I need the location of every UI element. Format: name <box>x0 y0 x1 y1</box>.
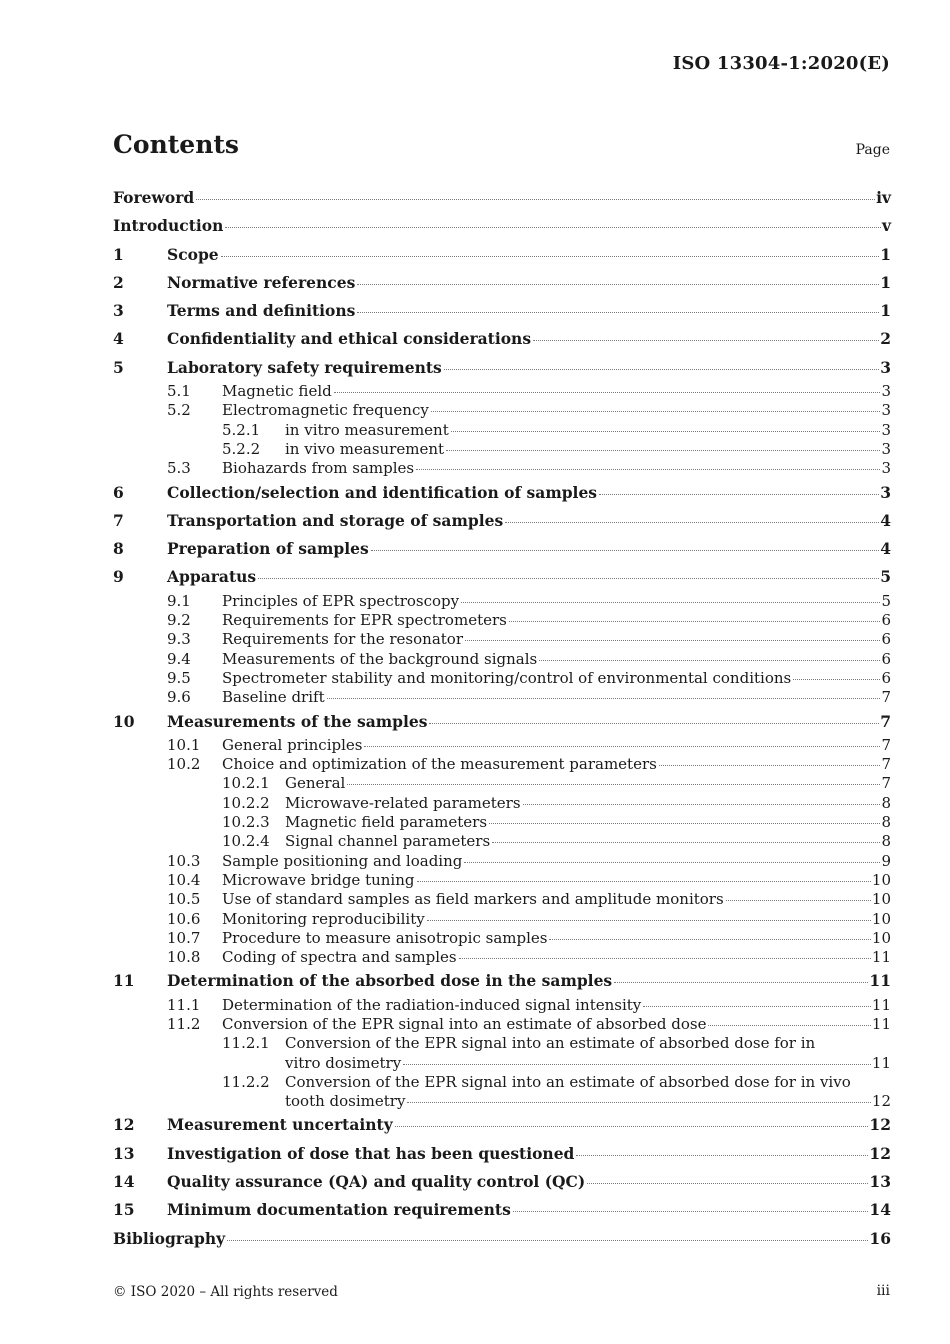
toc-title: Determination of the absorbed dose in the samples <box>167 971 613 991</box>
toc-number: 9.5 <box>167 668 191 687</box>
dot-leader <box>258 577 879 579</box>
toc-title-line2: tooth dosimetry <box>285 1092 406 1111</box>
toc-number: 1 <box>113 244 124 264</box>
toc-entry-5[interactable] <box>113 354 891 382</box>
toc-page: 4 <box>880 510 891 530</box>
toc-number: 5.3 <box>167 459 191 478</box>
toc-number: 11.2.2 <box>222 1072 270 1091</box>
toc-entry-9-6[interactable] <box>113 688 891 707</box>
toc-title: Apparatus <box>167 567 257 587</box>
toc-entry-10-2-2[interactable] <box>113 794 891 813</box>
toc-number: 5.2 <box>167 401 191 420</box>
dot-leader <box>614 981 868 983</box>
toc-entry-13[interactable] <box>113 1140 891 1168</box>
toc-number: 10.7 <box>167 928 201 947</box>
toc-title: Transportation and storage of samples <box>167 510 504 530</box>
toc-number: 4 <box>113 329 124 349</box>
dot-leader <box>395 1125 869 1127</box>
toc-title: Terms and definitions <box>167 301 356 321</box>
dot-leader <box>708 1024 870 1026</box>
toc-title-line1: Conversion of the EPR signal into an estimate of absorbed dose for in <box>285 1034 816 1053</box>
toc-title: Laboratory safety requirements <box>167 357 442 377</box>
toc-title: Microwave-related parameters <box>285 793 521 812</box>
toc-entry-9-3[interactable] <box>113 630 891 649</box>
toc-page: 3 <box>881 401 891 420</box>
toc-page: 7 <box>881 735 891 754</box>
toc-entry-bibliography[interactable] <box>113 1225 891 1253</box>
dot-leader <box>221 255 880 257</box>
dot-leader <box>403 1063 871 1065</box>
toc-page: 5 <box>881 591 891 610</box>
toc-title: General <box>285 774 346 793</box>
toc-entry-10-4[interactable] <box>113 871 891 890</box>
copyright-notice: © ISO 2020 – All rights reserved <box>113 1284 338 1300</box>
toc-number: 5.2.2 <box>222 439 261 458</box>
toc-title: Microwave bridge tuning <box>222 870 415 889</box>
toc-page: 7 <box>880 711 891 731</box>
toc-page: 11 <box>869 971 891 991</box>
toc-number: 9.4 <box>167 649 191 668</box>
toc-page: 10 <box>871 928 891 947</box>
toc-number: 11.2 <box>167 1014 201 1033</box>
dot-leader <box>227 1239 868 1241</box>
page-number: iii <box>876 1283 890 1299</box>
toc-number: 9 <box>113 567 124 587</box>
toc-page: 13 <box>869 1172 891 1192</box>
toc-title: Conversion of the EPR signal into an estimate of absorbed dose <box>222 1014 707 1033</box>
toc-title: Monitoring reproducibility <box>222 909 425 928</box>
toc-title: Collection/selection and identification of samples <box>167 482 598 502</box>
toc-entry-11-2-2[interactable] <box>113 1073 891 1112</box>
toc-page: 11 <box>871 1014 891 1033</box>
toc-page: 3 <box>880 482 891 502</box>
toc-title: Electromagnetic frequency <box>222 401 429 420</box>
toc-entry-foreword[interactable] <box>113 184 891 212</box>
toc-entry-10[interactable] <box>113 708 891 736</box>
toc-page: 7 <box>881 774 891 793</box>
dot-leader <box>659 764 881 766</box>
toc-title: Requirements for EPR spectrometers <box>222 611 507 630</box>
dot-leader <box>451 430 881 432</box>
dot-leader <box>347 783 880 785</box>
toc-entry-5-2-2[interactable] <box>113 440 891 459</box>
toc-number: 5 <box>113 357 124 377</box>
toc-entry-10-3[interactable] <box>113 852 891 871</box>
toc-number: 6 <box>113 482 124 502</box>
toc-entry-5-1[interactable] <box>113 382 891 401</box>
toc-number: 9.3 <box>167 630 191 649</box>
document-id: ISO 13304-1:2020(E) <box>672 53 890 74</box>
toc-page: 11 <box>871 995 891 1014</box>
toc-number: 10.2 <box>167 755 201 774</box>
toc-page: 9 <box>881 851 891 870</box>
toc-title: Measurements of the background signals <box>222 649 538 668</box>
dot-leader <box>417 880 871 882</box>
toc-title: Foreword <box>113 188 195 207</box>
toc-number: 11 <box>113 971 135 991</box>
dot-leader <box>464 861 880 863</box>
toc-page: 1 <box>880 301 891 321</box>
toc-page: 8 <box>881 832 891 851</box>
dot-leader <box>225 226 881 228</box>
dot-leader <box>587 1182 868 1184</box>
dot-leader <box>492 841 880 843</box>
toc-entry-11-2-1[interactable] <box>113 1034 891 1073</box>
toc-title: Choice and optimization of the measurement parameters <box>222 755 657 774</box>
toc-entry-10-8[interactable] <box>113 948 891 967</box>
dot-leader <box>513 1210 869 1212</box>
toc-page: 12 <box>869 1115 891 1135</box>
toc-page: 6 <box>881 630 891 649</box>
toc-page: 3 <box>880 357 891 377</box>
toc-entry-11-2[interactable] <box>113 1015 891 1034</box>
toc-title: Spectrometer stability and monitoring/control of environmental conditions <box>222 668 792 687</box>
toc-page: 5 <box>880 567 891 587</box>
toc-page: 6 <box>881 649 891 668</box>
toc-page: 3 <box>881 420 891 439</box>
toc-number: 15 <box>113 1200 135 1220</box>
toc-title: Magnetic field <box>222 382 332 401</box>
toc-entry-14[interactable] <box>113 1168 891 1196</box>
toc-page: 12 <box>869 1143 891 1163</box>
dot-leader <box>489 822 880 824</box>
toc-number: 7 <box>113 510 124 530</box>
toc-page: 3 <box>881 459 891 478</box>
toc-page: 1 <box>880 272 891 292</box>
toc-page: 10 <box>871 890 891 909</box>
toc-title: Baseline drift <box>222 688 325 707</box>
toc-entry-10-1[interactable] <box>113 736 891 755</box>
toc-page: 8 <box>881 813 891 832</box>
toc-page: 12 <box>871 1092 891 1111</box>
toc-entry-3[interactable] <box>113 297 891 325</box>
dot-leader <box>533 339 879 341</box>
toc-title: Introduction <box>113 216 224 236</box>
toc-entry-9-4[interactable] <box>113 650 891 669</box>
toc-entry-10-2-4[interactable] <box>113 832 891 851</box>
dot-leader <box>364 745 880 747</box>
toc-title: Measurements of the samples <box>167 711 428 731</box>
toc-page: 2 <box>880 329 891 349</box>
toc-entry-introduction[interactable] <box>113 212 891 240</box>
toc-page: 3 <box>881 439 891 458</box>
contents-title: Contents <box>113 130 240 159</box>
toc-number: 10.6 <box>167 909 201 928</box>
toc-number: 5.1 <box>167 382 191 401</box>
toc-page: 7 <box>881 755 891 774</box>
toc-entry-8[interactable] <box>113 535 891 563</box>
toc-title: Measurement uncertainty <box>167 1115 393 1135</box>
toc-entry-11[interactable] <box>113 967 891 995</box>
toc-number: 10.2.1 <box>222 774 270 793</box>
toc-entry-1[interactable] <box>113 241 891 269</box>
toc-entry-2[interactable] <box>113 269 891 297</box>
toc-title: Coding of spectra and samples <box>222 948 457 967</box>
dot-leader <box>327 697 881 699</box>
dot-leader <box>523 803 881 805</box>
toc-entry-5-2-1[interactable] <box>113 421 891 440</box>
toc-number: 10.8 <box>167 948 201 967</box>
toc-number: 10.3 <box>167 851 201 870</box>
dot-leader <box>461 601 880 603</box>
toc-page: 7 <box>881 688 891 707</box>
toc-number: 8 <box>113 539 124 559</box>
dot-leader <box>444 368 879 370</box>
toc-page: 11 <box>871 1053 891 1072</box>
table-of-contents <box>113 184 891 1253</box>
toc-number: 2 <box>113 272 124 292</box>
toc-entry-6[interactable] <box>113 479 891 507</box>
toc-number: 9.1 <box>167 591 191 610</box>
toc-page: 3 <box>881 382 891 401</box>
dot-leader <box>509 620 881 622</box>
toc-title: Principles of EPR spectroscopy <box>222 591 460 610</box>
toc-number: 10.2.4 <box>222 832 270 851</box>
dot-leader <box>539 659 880 661</box>
toc-page: iv <box>876 188 891 207</box>
dot-leader <box>416 468 880 470</box>
toc-page: 6 <box>881 611 891 630</box>
toc-page: 14 <box>869 1200 891 1220</box>
toc-title: Normative references <box>167 272 356 292</box>
toc-number: 11.1 <box>167 995 201 1014</box>
toc-entry-15[interactable] <box>113 1196 891 1224</box>
toc-title: Preparation of samples <box>167 539 369 559</box>
toc-entry-10-2-1[interactable] <box>113 774 891 793</box>
toc-page: 10 <box>871 870 891 889</box>
toc-title: in vivo measurement <box>285 439 445 458</box>
toc-title: Determination of the radiation-induced signal intensity <box>222 995 642 1014</box>
toc-page: v <box>881 216 891 236</box>
dot-leader <box>196 198 875 200</box>
toc-title: Use of standard samples as field markers and amplitude monitors <box>222 890 724 909</box>
toc-number: 3 <box>113 301 124 321</box>
toc-number: 13 <box>113 1143 135 1163</box>
dot-leader <box>726 899 871 901</box>
toc-page: 10 <box>871 909 891 928</box>
toc-title: Investigation of dose that has been questioned <box>167 1143 575 1163</box>
toc-number: 10.2.3 <box>222 813 270 832</box>
dot-leader <box>357 283 879 285</box>
toc-title: Bibliography <box>113 1228 226 1248</box>
dot-leader <box>371 549 879 551</box>
toc-title: Minimum documentation requirements <box>167 1200 511 1220</box>
toc-entry-5-2[interactable] <box>113 401 891 420</box>
toc-entry-10-5[interactable] <box>113 890 891 909</box>
toc-number: 10 <box>113 711 135 731</box>
dot-leader <box>643 1005 871 1007</box>
dot-leader <box>431 410 881 412</box>
toc-entry-12[interactable] <box>113 1111 891 1139</box>
toc-entry-9-1[interactable] <box>113 592 891 611</box>
dot-leader <box>459 957 871 959</box>
toc-number: 11.2.1 <box>222 1034 270 1053</box>
toc-title: Magnetic field parameters <box>285 813 488 832</box>
toc-entry-5-3[interactable] <box>113 459 891 478</box>
dot-leader <box>793 678 880 680</box>
toc-title-line2: vitro dosimetry <box>285 1053 402 1072</box>
toc-number: 9.6 <box>167 688 191 707</box>
toc-entry-9-2[interactable] <box>113 611 891 630</box>
dot-leader <box>429 722 879 724</box>
toc-page: 4 <box>880 539 891 559</box>
toc-title: Procedure to measure anisotropic samples <box>222 928 548 947</box>
toc-title: Quality assurance (QA) and quality control (QC) <box>167 1172 586 1192</box>
toc-entry-7[interactable] <box>113 507 891 535</box>
toc-entry-9[interactable] <box>113 563 891 591</box>
toc-entry-4[interactable] <box>113 325 891 353</box>
toc-number: 10.2.2 <box>222 793 270 812</box>
dot-leader <box>446 449 880 451</box>
toc-entry-10-2-3[interactable] <box>113 813 891 832</box>
page-column-label: Page <box>855 142 890 158</box>
toc-page: 8 <box>881 793 891 812</box>
dot-leader <box>334 391 881 393</box>
dot-leader <box>576 1154 868 1156</box>
toc-title: General principles <box>222 735 363 754</box>
toc-title-line1: Conversion of the EPR signal into an estimate of absorbed dose for in vivo <box>285 1072 851 1091</box>
dot-leader <box>407 1101 870 1103</box>
dot-leader <box>357 311 879 313</box>
toc-title: Sample positioning and loading <box>222 851 463 870</box>
toc-entry-9-5[interactable] <box>113 669 891 688</box>
toc-page: 11 <box>871 948 891 967</box>
toc-title: Confidentiality and ethical considerations <box>167 329 532 349</box>
toc-title: in vitro measurement <box>285 420 449 439</box>
dot-leader <box>427 919 871 921</box>
toc-entry-10-6[interactable] <box>113 910 891 929</box>
toc-number: 10.4 <box>167 870 201 889</box>
toc-entry-11-1[interactable] <box>113 996 891 1015</box>
toc-page: 1 <box>880 244 891 264</box>
toc-entry-10-7[interactable] <box>113 929 891 948</box>
toc-title: Biohazards from samples <box>222 459 415 478</box>
toc-title: Signal channel parameters <box>285 832 491 851</box>
toc-number: 10.1 <box>167 735 201 754</box>
toc-number: 5.2.1 <box>222 420 261 439</box>
toc-number: 14 <box>113 1172 135 1192</box>
toc-number: 10.5 <box>167 890 201 909</box>
dot-leader <box>465 639 880 641</box>
toc-number: 12 <box>113 1115 135 1135</box>
toc-entry-10-2[interactable] <box>113 755 891 774</box>
toc-title: Scope <box>167 244 219 264</box>
toc-title: Requirements for the resonator <box>222 630 463 649</box>
toc-page: 16 <box>869 1228 891 1248</box>
toc-number: 9.2 <box>167 611 191 630</box>
dot-leader <box>505 521 879 523</box>
dot-leader <box>599 493 879 495</box>
toc-page: 6 <box>881 668 891 687</box>
dot-leader <box>549 938 870 940</box>
